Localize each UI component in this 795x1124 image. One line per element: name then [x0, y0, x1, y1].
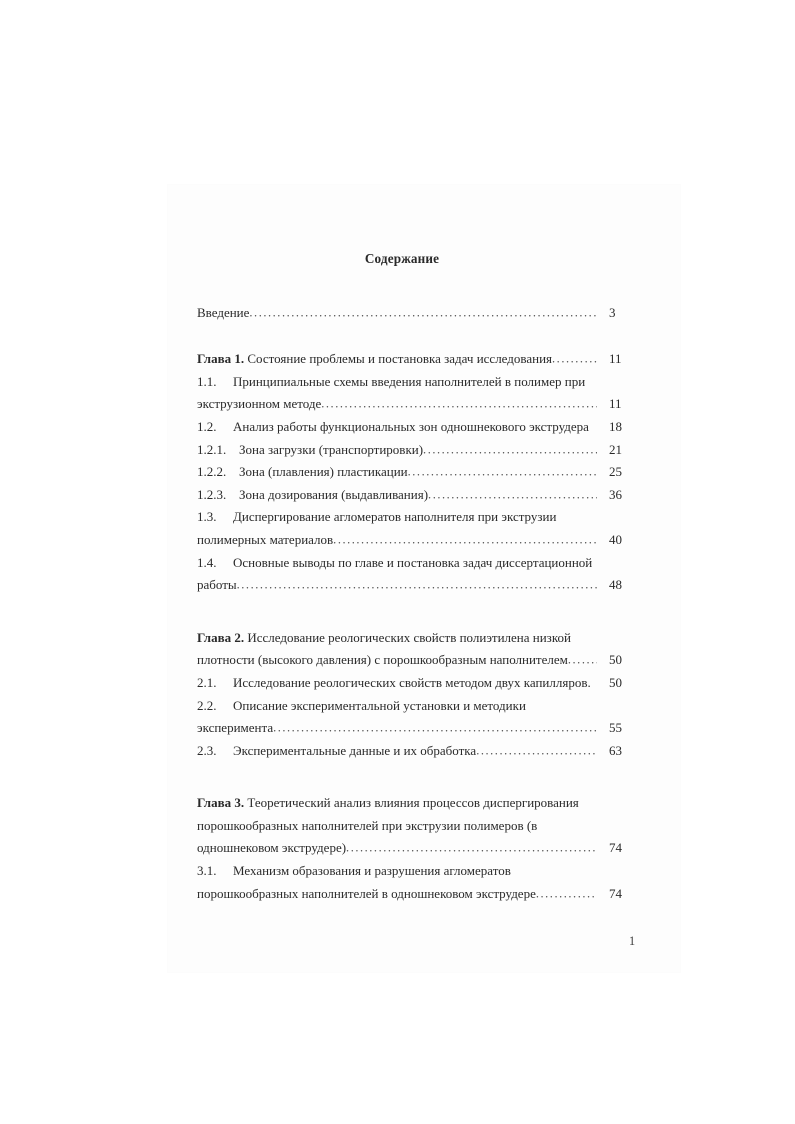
- section-number: 1.2.2.: [197, 464, 227, 480]
- section-number: 1.2.1.: [197, 441, 227, 457]
- toc-entry-section-2-2[interactable]: [197, 695, 645, 740]
- leader-dots: [333, 528, 597, 551]
- chapter-title-line: Исследование реологических свойств полиэтилена низкой: [247, 629, 571, 645]
- section-title-line: экструзионном методе: [197, 396, 322, 412]
- toc-page-number: 48: [609, 577, 622, 593]
- folio-page-number: 1: [629, 934, 636, 948]
- toc-entry-section-1-4[interactable]: [197, 552, 645, 597]
- section-number: 1.2.3.: [197, 486, 227, 502]
- toc-entry-section-3-1[interactable]: [197, 860, 645, 905]
- leader-dots: [423, 438, 597, 461]
- leader-dots: [568, 649, 597, 672]
- toc-page-number: 74: [609, 840, 622, 856]
- page-title: Содержание: [364, 251, 440, 266]
- toc-page-number: 74: [609, 885, 622, 901]
- leader-dots: [346, 837, 597, 860]
- section-title-line: Принципиальные схемы введения наполнителей в полимер при: [233, 373, 586, 389]
- toc-page-number: 18: [609, 418, 622, 434]
- chapter-title-line: одношнековом экструдере): [197, 840, 347, 856]
- leader-dots: [428, 483, 597, 506]
- section-title-line: Анализ работы функциональных зон одношнекового экструдера: [233, 418, 589, 434]
- toc-entry-chapter-1[interactable]: [197, 348, 645, 371]
- leader-dots: [536, 882, 597, 905]
- leader-dots: [552, 348, 597, 371]
- section-title-line: эксперимента: [197, 720, 274, 736]
- spacer: [197, 762, 645, 792]
- section-number: 2.3.: [197, 742, 217, 758]
- section-number: 2.2.: [197, 697, 217, 713]
- toc-entry-chapter-3[interactable]: [197, 792, 645, 860]
- toc-entry-section-1-2-3[interactable]: [197, 484, 645, 507]
- section-title-line: Зона (плавления) пластикации: [239, 464, 408, 480]
- chapter-title: Состояние проблемы и постановка задач исследования: [247, 351, 553, 367]
- section-title-line: Механизм образования и разрушения агломератов: [233, 863, 511, 879]
- toc-page-number: 21: [609, 441, 622, 457]
- chapter-prefix: Глава 3. Теоретический анализ влияния процессов диспергирования: [197, 795, 579, 811]
- section-title-line: Исследование реологических свойств методом двух капилляров.: [233, 674, 591, 690]
- section-number: 1.4.: [197, 554, 217, 570]
- chapter-prefix: Глава 1. Состояние проблемы и постановка задач исследования: [197, 351, 553, 367]
- spacer: [197, 597, 645, 627]
- section-number: 1.1.: [197, 373, 217, 389]
- toc-entry-section-1-2-1[interactable]: [197, 439, 645, 462]
- toc-entry-section-2-3[interactable]: [197, 740, 645, 763]
- leader-dots: [273, 717, 597, 740]
- chapter-title-line: порошкообразных наполнителей при экструзии полимеров (в: [197, 817, 538, 833]
- toc-page-number: 63: [609, 742, 622, 758]
- section-title-line: Основные выводы по главе и постановка задач диссертационной: [233, 554, 593, 570]
- toc-entry-section-1-2[interactable]: [197, 416, 645, 439]
- leader-dots: [321, 393, 597, 416]
- toc-entry-chapter-2[interactable]: [197, 627, 645, 672]
- toc-entry-section-1-3[interactable]: [197, 506, 645, 551]
- section-title-line: Экспериментальные данные и их обработка: [233, 742, 477, 758]
- toc-page-number: 25: [609, 464, 622, 480]
- chapter-title-line: Теоретический анализ влияния процессов диспергирования: [247, 795, 579, 811]
- toc-page-number: 55: [609, 720, 622, 736]
- toc-page-number: 11: [609, 351, 622, 367]
- toc-page-number: 3: [609, 304, 616, 320]
- leader-dots: [249, 301, 597, 324]
- section-title-line: полимерных материалов: [197, 531, 334, 547]
- section-number: 1.3.: [197, 509, 217, 525]
- toc-page-number: 50: [609, 652, 622, 668]
- section-number: 2.1.: [197, 674, 217, 690]
- toc-entry-introduction[interactable]: [197, 302, 645, 325]
- toc-entry-label: Введение: [197, 304, 250, 320]
- toc-page-number: 50: [609, 674, 622, 690]
- chapter-title-line: плотности (высокого давления) с порошкообразным наполнителем: [197, 652, 568, 668]
- leader-dots: [237, 574, 597, 597]
- section-title-line: Зона дозирования (выдавливания): [239, 486, 429, 502]
- toc-page-number: 11: [609, 396, 622, 412]
- section-title-line: порошкообразных наполнителей в одношнековом экструдере: [197, 885, 536, 901]
- chapter-prefix: Глава 2. Исследование реологических свойств полиэтилена низкой: [197, 629, 571, 645]
- toc-entry-section-2-1[interactable]: [197, 672, 645, 695]
- toc-entry-section-1-1[interactable]: [197, 371, 645, 416]
- leader-dots: [408, 461, 597, 484]
- section-title-line: Описание экспериментальной установки и методики: [233, 697, 526, 713]
- toc-page-number: 40: [609, 531, 622, 547]
- section-title-line: работы: [197, 577, 237, 593]
- section-number: 3.1.: [197, 863, 217, 879]
- section-title-line: Зона загрузки (транспортировки): [239, 441, 424, 457]
- toc-entry-section-1-2-2[interactable]: [197, 461, 645, 484]
- section-number: 1.2.: [197, 418, 217, 434]
- spacer: [197, 324, 645, 348]
- toc-page-number: 36: [609, 486, 622, 502]
- table-of-contents: [197, 248, 645, 905]
- section-title-line: Диспергирование агломератов наполнителя при экструзии: [233, 509, 557, 525]
- leader-dots: [476, 739, 597, 762]
